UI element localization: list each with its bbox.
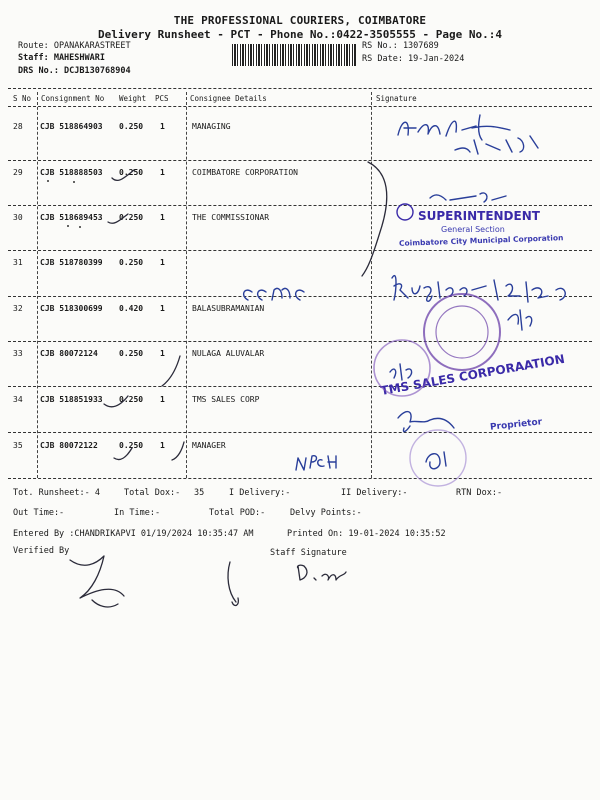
- round-seal: [424, 294, 500, 370]
- row-weight: 0.250: [119, 168, 144, 177]
- runsheet-subtitle: Delivery Runsheet - PCT - Phone No.:0422-3505555 - Page No.:4: [98, 28, 502, 41]
- row-consignee: MANAGER: [192, 441, 226, 450]
- rtn-dox: RTN Dox:-: [456, 488, 503, 498]
- staff-signature: [297, 565, 346, 580]
- row-sno: 33: [13, 349, 23, 358]
- signature-row-34: [398, 412, 454, 432]
- row-consignment: CJB 518780399: [40, 258, 103, 267]
- ii-delivery: II Delivery:-: [341, 488, 408, 498]
- handwriting-npch: [296, 456, 336, 470]
- checkmark: [108, 214, 128, 223]
- row-consignee: TMS SALES CORP: [192, 395, 260, 404]
- row-sno: 35: [13, 441, 23, 450]
- row-weight: 0.420: [119, 304, 144, 313]
- col-consignee: Consignee Details: [190, 94, 267, 103]
- dot-mark: [79, 226, 81, 228]
- row-pcs: 1: [160, 122, 165, 131]
- rs-date: RS Date: 19-Jan-2024: [362, 54, 465, 64]
- row-weight: 0.250: [119, 213, 144, 222]
- col-consignment: Consignment No: [41, 94, 105, 103]
- col-weight: Weight: [119, 94, 147, 103]
- checkmark: [114, 448, 132, 460]
- dot-mark: [47, 180, 49, 182]
- row-consignee: COIMBATORE CORPORATION: [192, 168, 298, 177]
- printed-on: Printed On: 19-01-2024 10:35:52: [287, 529, 446, 539]
- row-sno: 34: [13, 395, 23, 404]
- stamp-corporation: Coimbatore City Municipal Corporation: [398, 233, 564, 248]
- delvy-points: Delvy Points:-: [290, 508, 362, 518]
- route-label: Route: OPANAKARASTREET: [18, 41, 131, 51]
- dot-mark: [73, 181, 75, 183]
- row-weight: 0.250: [119, 258, 144, 267]
- entered-by: Entered By :CHANDRIKAPVI 01/19/2024 10:35:47 AM: [13, 529, 254, 539]
- row-weight: 0.250: [119, 441, 144, 450]
- i-delivery: I Delivery:-: [229, 488, 291, 498]
- row-pcs: 1: [160, 258, 165, 267]
- row-consignee: THE COMMISSIONAR: [192, 213, 270, 222]
- row-sno: 30: [13, 213, 23, 222]
- initials-row-35: [426, 452, 446, 469]
- handwriting-ccmc: [244, 288, 304, 300]
- row-consignment: CJB 518888503: [40, 168, 103, 177]
- checkmark: [104, 396, 128, 407]
- tot-runsheet: Tot. Runsheet:- 4: [13, 488, 100, 498]
- checkmark: [162, 356, 180, 386]
- stamp-date-scribble: [430, 193, 506, 202]
- row-pcs: 1: [160, 349, 165, 358]
- stamp-tms: TMS SALES CORPORAATION: [379, 351, 566, 398]
- row-pcs: 1: [160, 441, 165, 450]
- row-pcs: 1: [160, 304, 165, 313]
- in-time: In Time:-: [114, 508, 161, 518]
- row-consignment: CJB 80072122: [40, 441, 98, 450]
- signature-row-28: [398, 115, 538, 154]
- row-consignment: CJB 80072124: [40, 349, 98, 358]
- bracket-stroke: [362, 162, 387, 276]
- total-dox-value: 35: [194, 488, 205, 498]
- row-sno: 32: [13, 304, 23, 313]
- signature-row-32: [508, 310, 532, 330]
- round-seal-inner: [436, 306, 488, 358]
- row-consignment: CJB 518864903: [40, 122, 103, 131]
- verified-by: Verified By: [13, 546, 70, 556]
- row-consignment: CJB 518851933: [40, 395, 103, 404]
- row-consignee: MANAGING: [192, 122, 231, 131]
- dot-mark: [67, 225, 69, 227]
- row-sno: 31: [13, 258, 23, 267]
- verified-mark: [228, 562, 238, 605]
- col-sno: S No: [13, 94, 32, 103]
- stamp-proprietor: Proprietor: [489, 417, 543, 433]
- rs-number: RS No.: 1307689: [362, 41, 439, 51]
- row-weight: 0.250: [119, 349, 144, 358]
- row-consignee: NULAGA ALUVALAR: [192, 349, 265, 358]
- row-consignment: CJB 518689453: [40, 213, 103, 222]
- total-dox-label: Total Dox:-: [124, 488, 181, 498]
- row-weight: 0.250: [119, 395, 144, 404]
- stamp-circle-icon: [397, 204, 413, 220]
- staff-signature-label: Staff Signature: [270, 548, 347, 558]
- round-seal: [374, 340, 430, 396]
- row-weight: 0.250: [119, 122, 144, 131]
- col-signature: Signature: [376, 94, 417, 103]
- stamp-section: General Section: [441, 225, 505, 234]
- staff-label: Staff: MAHESHWARI: [18, 53, 105, 63]
- out-time: Out Time:-: [13, 508, 65, 518]
- row-pcs: 1: [160, 213, 165, 222]
- row-sno: 29: [13, 168, 23, 177]
- col-pcs: PCS: [155, 94, 169, 103]
- drs-number: DRS No.: DCJB130768904: [18, 66, 131, 76]
- total-pod: Total POD:-: [209, 508, 266, 518]
- row-consignment: CJB 518300699: [40, 304, 103, 313]
- row-pcs: 1: [160, 395, 165, 404]
- stamp-superintendent: SUPERINTENDENT: [418, 209, 540, 223]
- initials-row-33: [390, 364, 412, 380]
- round-seal: [410, 430, 466, 486]
- row-consignee: BALASUBRAMANIAN: [192, 304, 265, 313]
- checkmark: [172, 442, 184, 460]
- verified-signature: [70, 556, 124, 607]
- row-pcs: 1: [160, 168, 165, 177]
- checkmark: [112, 170, 134, 180]
- row-sno: 28: [13, 122, 23, 131]
- company-title: THE PROFESSIONAL COURIERS, COIMBATORE: [173, 14, 427, 27]
